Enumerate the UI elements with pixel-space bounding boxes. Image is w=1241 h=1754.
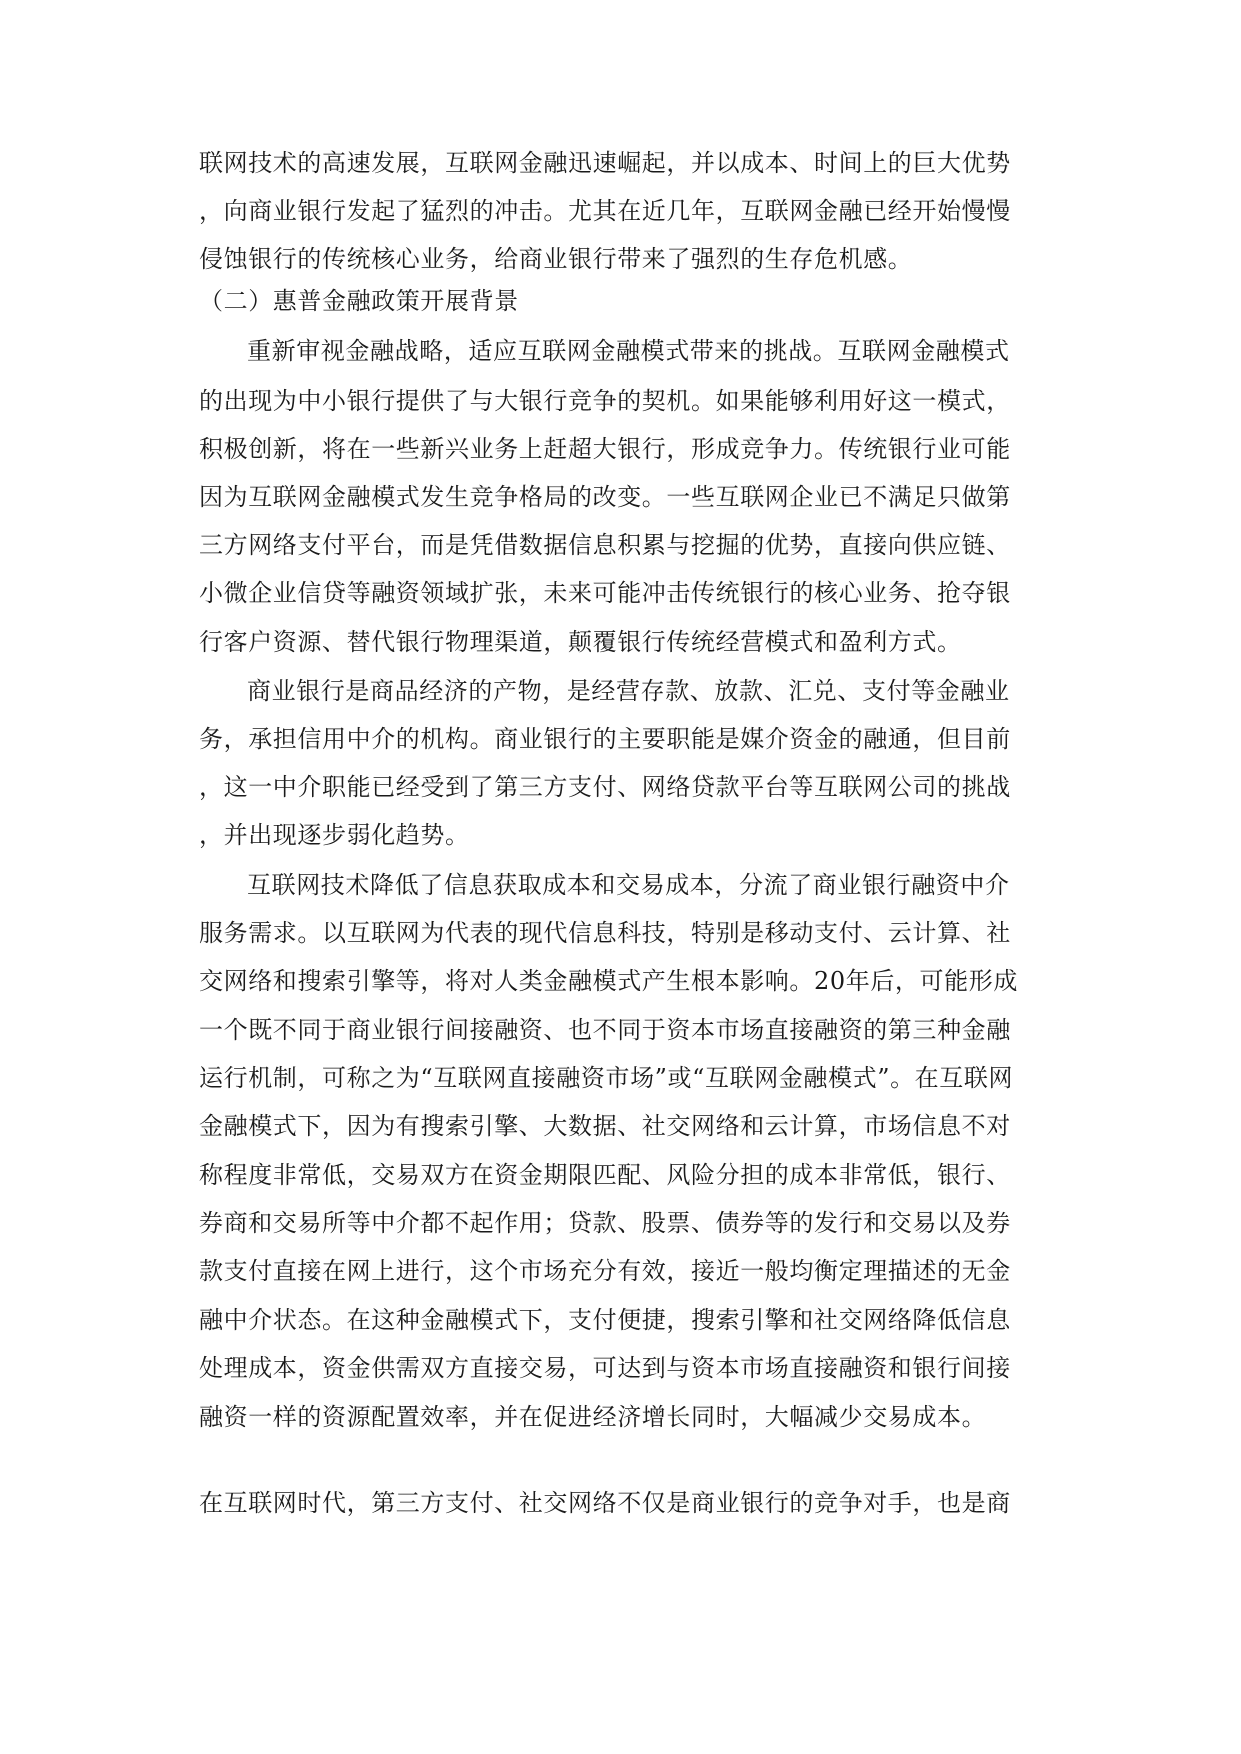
paragraph-line: 商业银行是商品经济的产物，是经营存款、放款、汇兑、支付等金融业 (247, 677, 1010, 705)
paragraph-line: 务，承担信用中介的机构。商业银行的主要职能是媒介资金的融通，但目前 (199, 725, 1011, 753)
paragraph-line: 因为互联网金融模式发生竞争格局的改变。一些互联网企业已不满足只做第 (199, 483, 1011, 511)
paragraph-line: 积极创新，将在一些新兴业务上赶超大银行，形成竞争力。传统银行业可能 (199, 435, 1011, 463)
paragraph-line: 在互联网时代，第三方支付、社交网络不仅是商业银行的竞争对手，也是商 (199, 1489, 1011, 1517)
text-line: ，向商业银行发起了猛烈的冲击。尤其在近几年，互联网金融已经开始慢慢 (199, 197, 1011, 225)
paragraph-line: 一个既不同于商业银行间接融资、也不同于资本市场直接融资的第三种金融 (199, 1016, 1011, 1044)
paragraph-line: 运行机制，可称之为“互联网直接融资市场”或“互联网金融模式”。在互联网 (199, 1064, 1014, 1092)
text-line: 侵蚀银行的传统核心业务，给商业银行带来了强烈的生存危机感。 (199, 245, 913, 273)
section-heading: （二）惠普金融政策开展背景 (199, 287, 519, 315)
paragraph-line: 处理成本，资金供需双方直接交易，可达到与资本市场直接融资和银行间接 (199, 1354, 1011, 1382)
paragraph-line: 的出现为中小银行提供了与大银行竞争的契机。如果能够利用好这一模式， (199, 387, 1011, 415)
text-line: 联网技术的高速发展，互联网金融迅速崛起，并以成本、时间上的巨大优势 (199, 149, 1011, 177)
paragraph-line: 券商和交易所等中介都不起作用；贷款、股票、债券等的发行和交易以及券 (199, 1209, 1011, 1237)
paragraph-line: 融中介状态。在这种金融模式下，支付便捷，搜索引擎和社交网络降低信息 (199, 1306, 1011, 1334)
paragraph-line: 金融模式下，因为有搜索引擎、大数据、社交网络和云计算，市场信息不对 (199, 1112, 1011, 1140)
paragraph-line: ，这一中介职能已经受到了第三方支付、网络贷款平台等互联网公司的挑战 (199, 773, 1011, 801)
paragraph-line: 小微企业信贷等融资领域扩张，未来可能冲击传统银行的核心业务、抢夺银 (199, 579, 1011, 607)
paragraph-line: 重新审视金融战略，适应互联网金融模式带来的挑战。互联网金融模式 (247, 337, 1010, 365)
paragraph-line: 行客户资源、替代银行物理渠道，颠覆银行传统经营模式和盈利方式。 (199, 628, 962, 656)
paragraph-line: 三方网络支付平台，而是凭借数据信息积累与挖掘的优势，直接向供应链、 (199, 531, 1011, 559)
paragraph-line: 融资一样的资源配置效率，并在促进经济增长同时，大幅减少交易成本。 (199, 1403, 987, 1431)
paragraph-line: 款支付直接在网上进行，这个市场充分有效，接近一般均衡定理描述的无金 (199, 1257, 1011, 1285)
paragraph-line: 服务需求。以互联网为代表的现代信息科技，特别是移动支付、云计算、社 (199, 919, 1011, 947)
paragraph-line: 称程度非常低，交易双方在资金期限匹配、风险分担的成本非常低，银行、 (199, 1161, 1011, 1189)
paragraph-line: 互联网技术降低了信息获取成本和交易成本，分流了商业银行融资中介 (247, 871, 1010, 899)
paragraph-line: 交网络和搜索引擎等，将对人类金融模式产生根本影响。20年后，可能形成 (199, 967, 1018, 995)
paragraph-line: ，并出现逐步弱化趋势。 (199, 821, 470, 849)
